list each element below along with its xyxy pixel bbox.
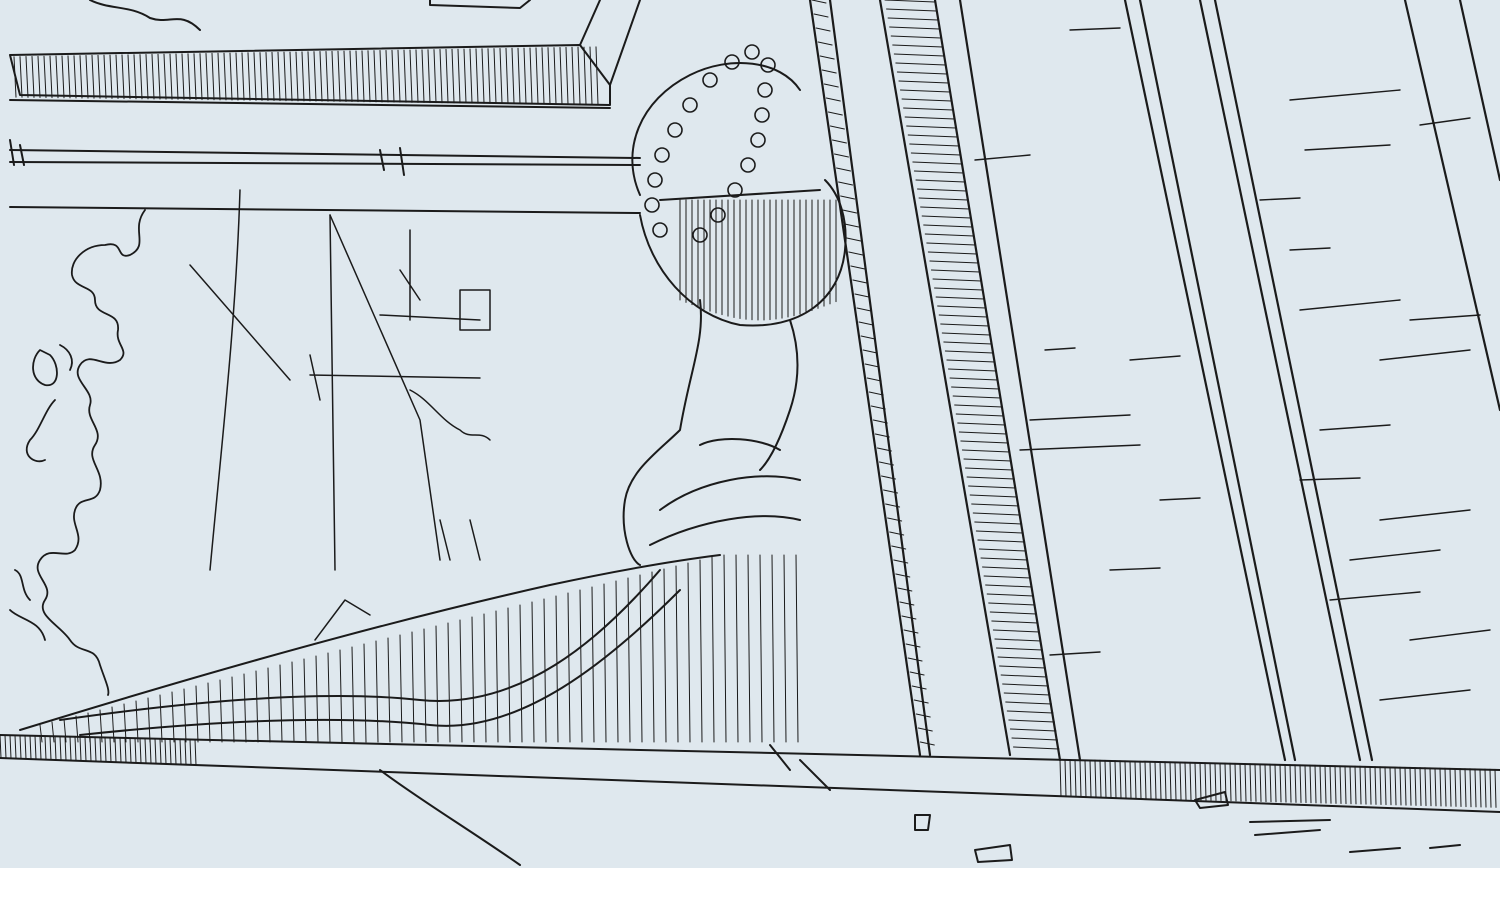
background-scene (190, 190, 490, 640)
horizontal-rails (10, 140, 640, 213)
drape (20, 555, 720, 735)
upper-shelf (10, 0, 640, 108)
photo-margin (0, 868, 1500, 912)
post-hatching (812, 0, 1059, 749)
wall-dashes (975, 28, 1490, 700)
pendant-lamp (624, 63, 846, 565)
globe-hatching (680, 200, 836, 320)
foliage (10, 210, 145, 695)
ground-hatching (0, 735, 1496, 807)
drape-hatching (40, 555, 798, 742)
ground (0, 735, 1500, 865)
